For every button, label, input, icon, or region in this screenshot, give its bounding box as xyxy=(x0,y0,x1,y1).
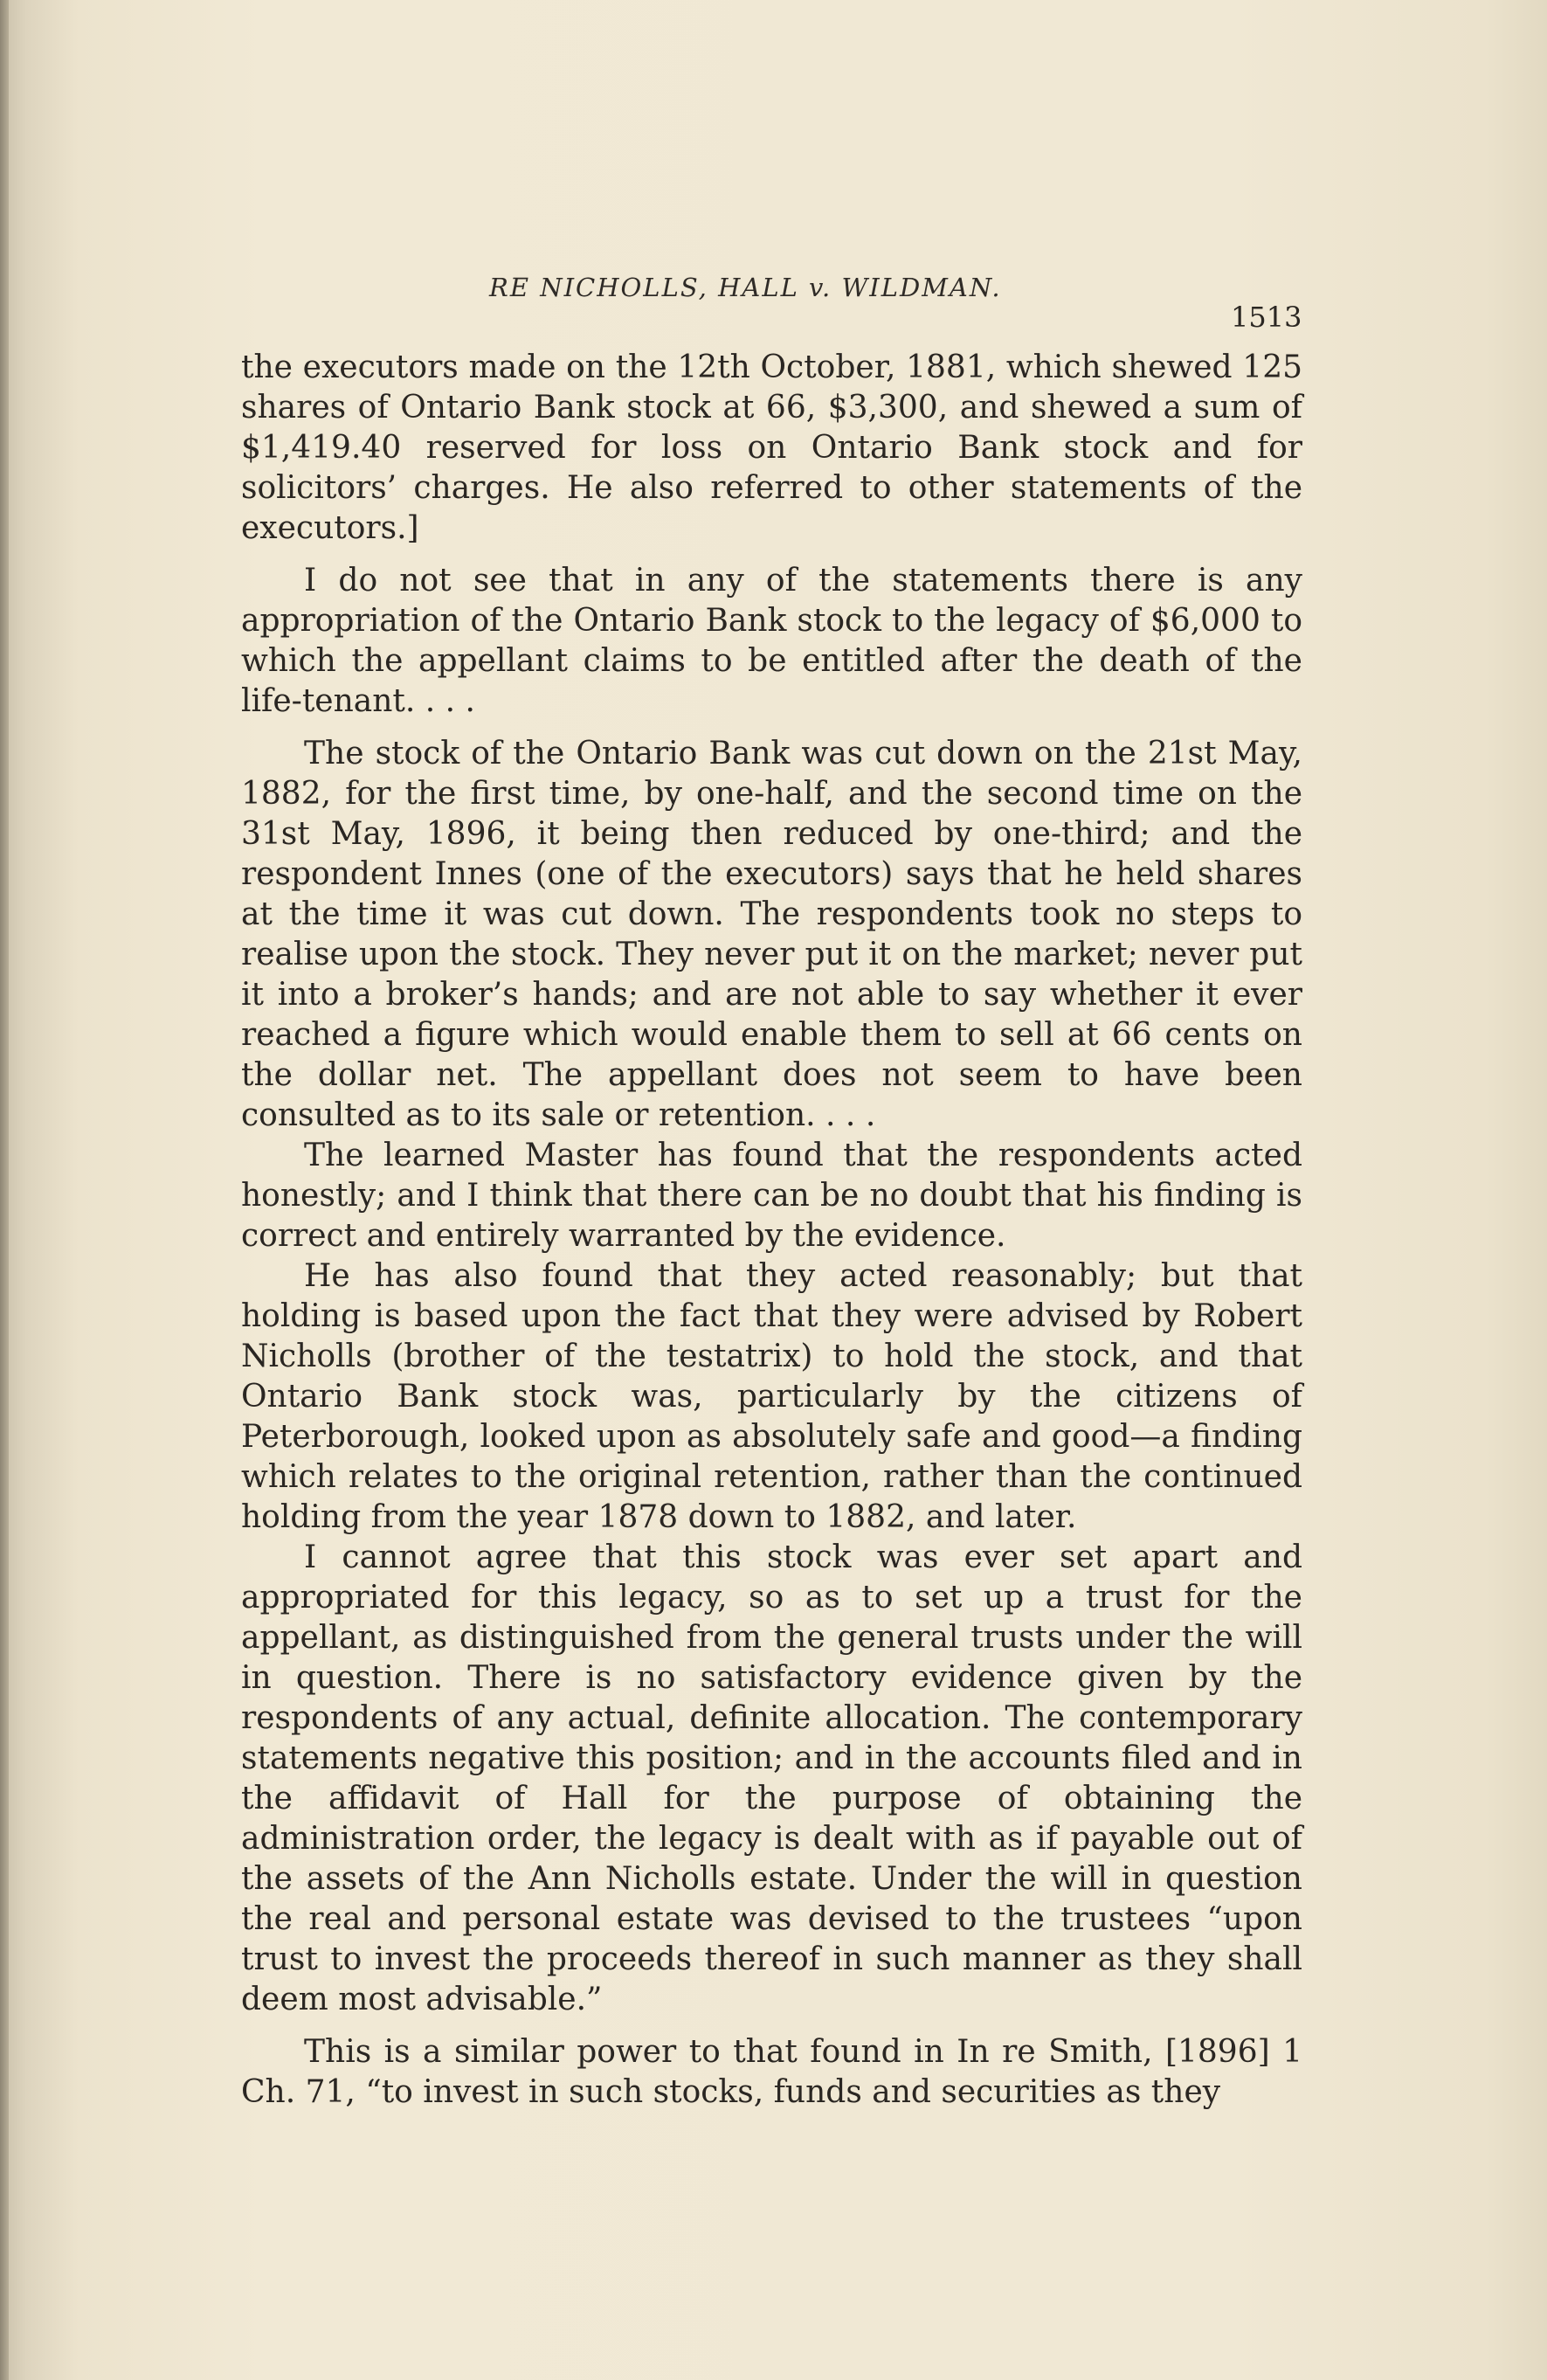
paragraph: The stock of the Ontario Bank was cut down on the 21st May, 1882, for the first time, by one-half, and the second time on the 31st May, 1896, it being then reduced by one-third; and the respondent Innes (one of the executors) says that he held shares at the time it was cut down. The respondents took no steps to realise upon the stock. They never put it on the market; never put it into a broker’s hands; and are not able to say whether it ever reached a figure which would enable them to sell at 66 cents on the dollar net. The appellant does not seem to have been consulted as to its sale or retention. . . . xyxy=(241,736,1302,1133)
running-head: RE NICHOLLS, HALL v. WILDMAN. xyxy=(489,273,1002,302)
page-number: 1513 xyxy=(1231,301,1302,334)
binding-edge xyxy=(0,0,9,2380)
paragraph: This is a similar power to that found in In re Smith, [1896] 1 Ch. 71, “to invest in such stocks, funds and securities as they xyxy=(241,2034,1302,2110)
body-text xyxy=(241,348,1302,2113)
paragraph: The learned Master has found that the respondents acted honestly; and I think that there can be no doubt that his finding is correct and entirely warranted by the evidence. xyxy=(241,1138,1302,1254)
paragraph-continued: the executors made on the 12th October, 1881, which shewed 125 shares of Ontario Bank stock at 66, $3,300, and shewed a sum of $1,419.40 reserved for loss on Ontario Bank stock and for solicitors’ charges. He also referred to other statements of the executors.] xyxy=(241,349,1302,546)
paragraph: He has also found that they acted reasonably; but that holding is based upon the fact that they were advised by Robert Nicholls (brother of the testatrix) to hold the stock, and that Ontario Bank stock was, particularly by the citizens of Peterborough, looked upon as absolutely safe and good—a finding which relates to the original retention, rather than the continued holding from the year 1878 down to 1882, and later. xyxy=(241,1258,1302,1535)
paragraph: I cannot agree that this stock was ever set apart and appropriated for this legacy, so as to set up a trust for the appellant, as distinguished from the general trusts under the will in question. There is no satisfactory evidence given by the respondents of any actual, definite allocation. The contemporary statements negative this position; and in the accounts filed and in the affidavit of Hall for the purpose of obtaining the administration order, the legacy is dealt with as if payable out of the assets of the Ann Nicholls estate. Under the will in question the real and personal estate was devised to the trustees “upon trust to invest the proceeds thereof in such manner as they shall deem most advisable.” xyxy=(241,1539,1302,2017)
paragraph: I do not see that in any of the statements there is any appropriation of the Ontario Bank stock to the legacy of $6,000 to which the appellant claims to be entitled after the death of the life-tenant. . . . xyxy=(241,563,1302,719)
